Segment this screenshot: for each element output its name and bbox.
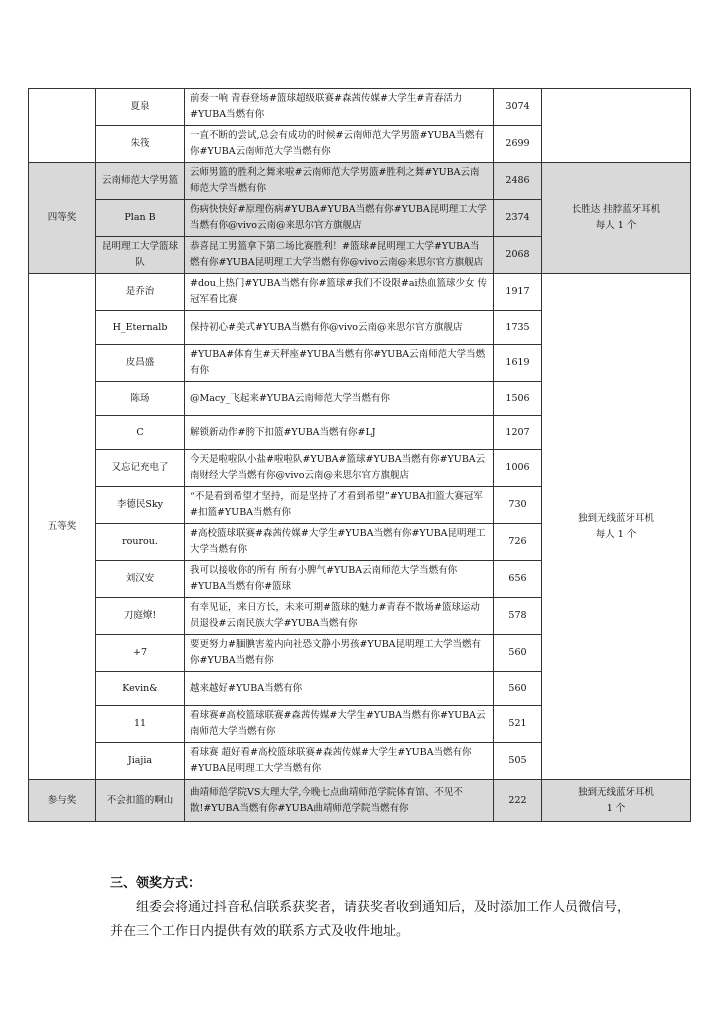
score-value: 1207 — [494, 416, 542, 450]
score-value: 1917 — [494, 274, 542, 311]
section-paragraph — [110, 896, 670, 944]
post-text: 曲靖师范学院VS大理大学,今晚七点曲靖师范学院体育馆、不见不散!#YUBA当燃有你#YUBA曲靖师范学院当燃有你 — [185, 780, 494, 822]
post-text: 今天是啦啦队小盐#啦啦队#YUBA#篮球#YUBA当燃有你#YUBA云南财经大学当燃有你@vivo云南@来思尔官方旗舰店 — [185, 450, 494, 487]
score-value: 521 — [494, 706, 542, 743]
prize-description — [542, 780, 691, 822]
score-value: 726 — [494, 524, 542, 561]
paragraph-line: 并在三个工作日内提供有效的联系方式及收件地址。 — [110, 924, 410, 939]
post-text: #dou上热门#YUBA当燃有你#篮球#我们不设限#ai热血篮球少女 传冠军看比赛 — [185, 274, 494, 311]
post-text: “不是看到希望才坚持，而是坚持了才看到希望”#YUBA扣篮大赛冠军#扣篮#YUBA当燃有你 — [185, 487, 494, 524]
winner-name: Kevin& — [96, 672, 185, 706]
award-table — [28, 88, 691, 822]
score-value: 222 — [494, 780, 542, 822]
score-value: 560 — [494, 672, 542, 706]
table-row — [29, 163, 691, 200]
winner-name: 11 — [96, 706, 185, 743]
post-text: 伤病快快好#原理伤病#YUBA#YUBA当燃有你#YUBA昆明理工大学当燃有你@vivo云南@来思尔官方旗舰店 — [185, 200, 494, 237]
score-value: 560 — [494, 635, 542, 672]
score-value: 2486 — [494, 163, 542, 200]
post-text: @Macy_飞起来#YUBA云南师范大学当燃有你 — [185, 382, 494, 416]
post-text: 看球赛 超好看#高校篮球联赛#森茜传媒#大学生#YUBA当燃有你#YUBA昆明理工大学当燃有你 — [185, 743, 494, 780]
winner-name: 又忘记充电了 — [96, 450, 185, 487]
post-text: 一直不断的尝试,总会有成功的时候#云南师范大学男篮#YUBA当燃有你#YUBA云南师范大学当燃有你 — [185, 126, 494, 163]
prize-quantity: 每人 1 个 — [595, 528, 637, 540]
score-value: 656 — [494, 561, 542, 598]
score-value: 1619 — [494, 345, 542, 382]
grade-cell-continued — [29, 89, 96, 163]
winner-name: 刘汉安 — [96, 561, 185, 598]
prize-description — [542, 274, 691, 780]
prize-item: 独到无线蓝牙耳机 — [577, 512, 654, 524]
prize-item: 独到无线蓝牙耳机 — [577, 786, 654, 798]
table-row — [29, 274, 691, 311]
winner-name: 云南师范大学男篮 — [96, 163, 185, 200]
score-value: 1735 — [494, 311, 542, 345]
post-text: 解锁新动作#胯下扣篮#YUBA当燃有你#LJ — [185, 416, 494, 450]
prize-quantity: 每人 1 个 — [595, 220, 637, 231]
score-value: 2374 — [494, 200, 542, 237]
paragraph-line: 组委会将通过抖音私信联系获奖者，请获奖者收到通知后，及时添加工作人员微信号， — [136, 900, 631, 915]
post-text: 看球赛#高校篮球联赛#森茜传媒#大学生#YUBA当燃有你#YUBA云南师范大学当燃有你 — [185, 706, 494, 743]
prize-description — [542, 163, 691, 274]
table-row — [29, 89, 691, 126]
score-value: 2699 — [494, 126, 542, 163]
prize-item: 长胜达 挂脖蓝牙耳机 — [571, 204, 661, 215]
score-value: 730 — [494, 487, 542, 524]
winner-name: C — [96, 416, 185, 450]
prize-cell-continued — [542, 89, 691, 163]
winner-name: 是乔治 — [96, 274, 185, 311]
post-text: 越来越好#YUBA当燃有你 — [185, 672, 494, 706]
score-value: 2068 — [494, 237, 542, 274]
post-text: 云师男篮的胜利之舞来啦#云南师范大学男篮#胜利之舞#YUBA云南师范大学当燃有你 — [185, 163, 494, 200]
post-text: 有幸见证，来日方长，未来可期#篮球的魅力#青春不散场#篮球运动员退役#云南民族大学#YUBA当燃有你 — [185, 598, 494, 635]
winner-name: 刀庭燎! — [96, 598, 185, 635]
score-value: 3074 — [494, 89, 542, 126]
post-text: #高校篮球联赛#森茜传媒#大学生#YUBA当燃有你#YUBA昆明理工大学当燃有你 — [185, 524, 494, 561]
winner-name: 朱筏 — [96, 126, 185, 163]
winner-name: 昆明理工大学篮球队 — [96, 237, 185, 274]
post-text: 恭喜昆工男篮拿下第二场比赛胜利！#篮球#昆明理工大学#YUBA当燃有你#YUBA昆明理工大学当燃有你@vivo云南@来思尔官方旗舰店 — [185, 237, 494, 274]
winner-name: H_Eternalb — [96, 311, 185, 345]
post-text: 要更努力#腼腆害羞内向社恐文静小男孩#YUBA昆明理工大学当燃有你#YUBA当燃有你 — [185, 635, 494, 672]
score-value: 505 — [494, 743, 542, 780]
winner-name: 陈玚 — [96, 382, 185, 416]
post-text: 我可以接收你的所有 所有小脾气#YUBA云南师范大学当燃有你#YUBA当燃有你#篮球 — [185, 561, 494, 598]
prize-quantity: 1 个 — [606, 802, 626, 814]
winner-name: 李德民Sky — [96, 487, 185, 524]
winner-name: Plan B — [96, 200, 185, 237]
post-text: 前奏一响 青春登场#篮球超级联赛#森茜传媒#大学生#青春活力#YUBA当燃有你 — [185, 89, 494, 126]
winner-name: 不会扣篮的啊山 — [96, 780, 185, 822]
winner-name: rourou. — [96, 524, 185, 561]
table-row — [29, 780, 691, 822]
section-heading: 三、领奖方式： — [110, 876, 202, 891]
post-text: #YUBA#体育生#天秤座#YUBA当燃有你#YUBA云南师范大学当燃有你 — [185, 345, 494, 382]
winner-name: 夏泉 — [96, 89, 185, 126]
winner-name: 皮昌盛 — [96, 345, 185, 382]
grade-label: 五等奖 — [29, 274, 96, 780]
winner-name: Jiajia — [96, 743, 185, 780]
score-value: 1506 — [494, 382, 542, 416]
score-value: 578 — [494, 598, 542, 635]
grade-label: 四等奖 — [29, 163, 96, 274]
grade-label: 参与奖 — [29, 780, 96, 822]
score-value: 1006 — [494, 450, 542, 487]
winner-name: +7 — [96, 635, 185, 672]
post-text: 保持初心#美式#YUBA当燃有你@vivo云南@来思尔官方旗舰店 — [185, 311, 494, 345]
